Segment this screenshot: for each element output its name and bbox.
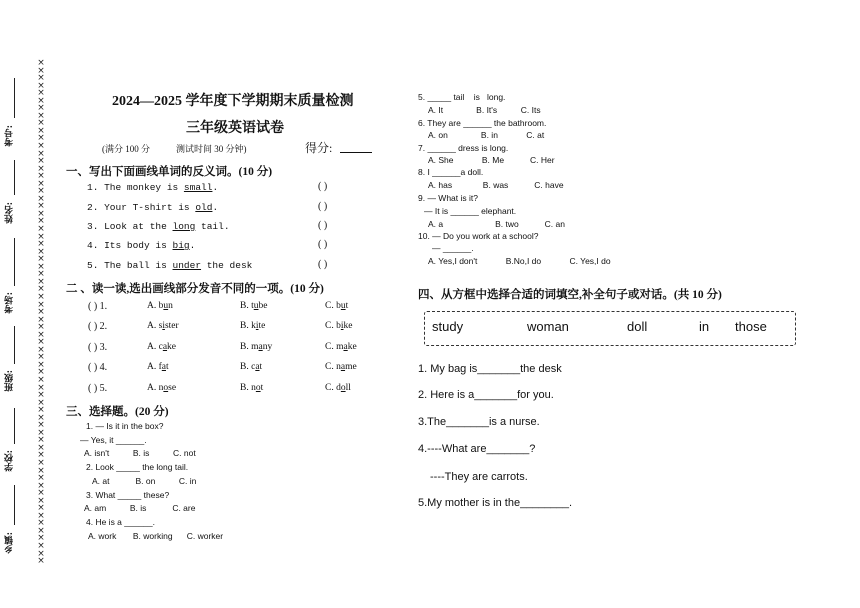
- option-c: [325, 342, 357, 352]
- question-line: A. on B. in C. at: [428, 130, 545, 140]
- item-text: 2. Your T-shirt is: [87, 202, 196, 213]
- underlined-word: old: [195, 202, 213, 213]
- option-prefix: C. b: [325, 301, 341, 311]
- word-bank-item: those: [735, 319, 767, 334]
- option-a: [147, 342, 176, 352]
- underlined-letter: o: [340, 383, 346, 393]
- underlined-letter: a: [340, 362, 346, 372]
- option-a: [147, 362, 169, 372]
- option-b: [240, 362, 262, 372]
- item-text: tail.: [195, 221, 230, 232]
- option-prefix: C. d: [325, 383, 341, 393]
- binding-line-kaohao: [14, 78, 15, 118]
- question-line: A. a B. two C. an: [428, 219, 565, 229]
- question-line: 5. _____ tail is long.: [418, 92, 506, 102]
- option-suffix: t: [345, 301, 349, 311]
- option-suffix: ke: [343, 321, 353, 331]
- word-bank-item: woman: [527, 319, 569, 334]
- option-prefix: B. k: [240, 321, 256, 331]
- option-c: [325, 301, 348, 311]
- item-text: 4. Its body is: [87, 240, 173, 251]
- question-line: — Yes, it ______.: [80, 435, 147, 445]
- exam-subtitle: 三年级英语试卷: [186, 121, 284, 136]
- fill-in-line: 3.The_______is a nurse.: [418, 416, 540, 428]
- answer-bracket-number[interactable]: ( ) 3.: [88, 342, 108, 353]
- answer-bracket[interactable]: ( ): [318, 201, 328, 212]
- item-text: the desk: [201, 260, 253, 271]
- answer-bracket-number[interactable]: ( ) 5.: [88, 383, 108, 394]
- question-line: A. at B. on C. in: [92, 476, 197, 486]
- question-line: 8. I ______a doll.: [418, 167, 484, 177]
- label-kaochang: 考场:: [5, 292, 15, 314]
- option-c: [325, 383, 351, 393]
- option-suffix: ny: [262, 342, 273, 352]
- antonym-item: [87, 221, 230, 232]
- option-suffix: t: [166, 362, 169, 372]
- fill-in-line: 2. Here is a_______for you.: [418, 389, 554, 401]
- binding-line-xiangzhen: [14, 485, 15, 525]
- option-suffix: t: [260, 383, 264, 393]
- binding-cross-column: × × × × × × × × × × × × × × × × × × × × × × × × × × × × × × × × × × × × × × × × × × × × × × × × × × × × × × × × × × × × × × × × × × ×: [37, 58, 45, 567]
- option-prefix: C. m: [325, 342, 344, 352]
- label-kaohao: 考号:: [5, 125, 15, 147]
- option-prefix: A. c: [147, 342, 163, 352]
- option-prefix: B. t: [240, 301, 254, 311]
- underlined-letter: a: [162, 342, 168, 352]
- question-line: A. Yes,I don't B.No,I do C. Yes,I do: [428, 256, 611, 266]
- underlined-letter: a: [255, 362, 260, 372]
- option-prefix: C. n: [325, 362, 341, 372]
- underlined-letter: a: [258, 342, 263, 352]
- answer-bracket-number[interactable]: ( ) 4.: [88, 362, 108, 373]
- item-text: .: [212, 202, 219, 213]
- underlined-word: small: [183, 182, 213, 193]
- option-b: [240, 383, 263, 393]
- option-suffix: te: [258, 321, 266, 331]
- option-suffix: ke: [167, 342, 177, 352]
- underlined-letter: i: [255, 321, 259, 331]
- item-text: 1. The monkey is: [87, 182, 184, 193]
- question-line: — ______.: [432, 243, 474, 253]
- answer-bracket-number[interactable]: ( ) 2.: [88, 321, 108, 332]
- answer-bracket[interactable]: ( ): [318, 239, 328, 250]
- underlined-letter: u: [340, 301, 346, 311]
- option-suffix: ke: [347, 342, 357, 352]
- underlined-letter: i: [162, 321, 165, 331]
- option-suffix: be: [258, 301, 268, 311]
- section3-heading: 三、选择题。(20 分): [66, 406, 169, 418]
- underlined-letter: u: [163, 301, 169, 311]
- question-line: 4. He is a ______.: [86, 517, 155, 527]
- section2-heading: 二 、读一读,选出画线部分发音不同的一项。(10 分): [66, 283, 324, 295]
- label-xingming: 姓名:: [5, 202, 15, 224]
- underlined-word: under: [172, 260, 202, 271]
- word-bank-item: in: [699, 319, 710, 334]
- binding-line-banji: [14, 326, 15, 364]
- underlined-letter: a: [161, 362, 166, 372]
- word-bank-item: study: [432, 319, 464, 334]
- underlined-word: big: [172, 240, 190, 251]
- question-line: A. work B. working C. worker: [88, 531, 224, 541]
- question-line: 7. ______ dress is long.: [418, 143, 509, 153]
- exam-title: 2024—2025 学年度下学期期末质量检测: [112, 94, 354, 109]
- answer-bracket[interactable]: ( ): [318, 181, 328, 192]
- item-text: 5. The ball is: [87, 260, 173, 271]
- option-a: [147, 383, 176, 393]
- answer-bracket[interactable]: ( ): [318, 259, 328, 270]
- underlined-letter: a: [343, 342, 348, 352]
- section4-heading: 四、从方框中选择合适的词填空,补全句子或对话。(共 10 分): [418, 289, 722, 301]
- option-prefix: A. n: [147, 383, 164, 393]
- section1-heading: 一、写出下面画线单词的反义词。(10 分): [66, 166, 273, 178]
- option-b: [240, 321, 265, 331]
- question-line: A. isn't B. is C. not: [84, 448, 196, 458]
- option-a: [147, 301, 173, 311]
- item-text: .: [212, 182, 219, 193]
- test-time: 测试时间 30 分钟): [176, 144, 247, 154]
- full-score: (满分 100 分: [102, 144, 150, 154]
- option-prefix: A. f: [147, 362, 162, 372]
- score-label: 得分:: [305, 141, 333, 155]
- antonym-item: [87, 202, 218, 213]
- answer-bracket-number[interactable]: ( ) 1.: [88, 301, 108, 312]
- question-line: 1. — Is it in the box?: [86, 421, 164, 431]
- word-bank-item: doll: [627, 319, 648, 334]
- option-suffix: n: [168, 301, 173, 311]
- option-prefix: C. b: [325, 321, 341, 331]
- question-line: 3. What _____ these?: [86, 490, 170, 500]
- option-a: [147, 321, 179, 331]
- option-prefix: A. s: [147, 321, 163, 331]
- item-text: 3. Look at the: [87, 221, 173, 232]
- label-xiangzhen: 乡镇:: [5, 532, 15, 554]
- question-line: A. has B. was C. have: [428, 180, 564, 190]
- option-prefix: B. m: [240, 342, 259, 352]
- question-line: — It is ______ elephant.: [424, 206, 517, 216]
- binding-line-kaochang: [14, 238, 15, 286]
- question-line: 9. — What is it?: [418, 193, 478, 203]
- underlined-letter: i: [340, 321, 344, 331]
- underlined-letter: o: [255, 383, 261, 393]
- underlined-letter: u: [253, 301, 259, 311]
- option-suffix: ster: [164, 321, 179, 331]
- question-line: 2. Look _____ the long tail.: [86, 462, 189, 472]
- option-b: [240, 301, 267, 311]
- underlined-letter: o: [163, 383, 169, 393]
- option-suffix: t: [259, 362, 263, 372]
- answer-bracket[interactable]: ( ): [318, 220, 328, 231]
- question-line: A. It B. It's C. Its: [428, 105, 541, 115]
- antonym-item: [87, 182, 218, 193]
- binding-line-xingming: [14, 160, 15, 195]
- option-prefix: B. n: [240, 383, 256, 393]
- score-blank[interactable]: [340, 152, 372, 153]
- antonym-item: [87, 260, 252, 271]
- label-banji: 班级:: [5, 370, 15, 392]
- option-suffix: me: [345, 362, 357, 372]
- fill-in-line: 1. My bag is_______the desk: [418, 363, 562, 375]
- underlined-word: long: [172, 221, 196, 232]
- fill-in-line: 4.----What are_______?: [418, 443, 536, 455]
- question-line: 10. — Do you work at a school?: [418, 231, 539, 241]
- option-b: [240, 342, 272, 352]
- label-xuexiao: 学校:: [5, 450, 15, 472]
- fill-in-line: 5.My mother is in the________.: [418, 497, 573, 509]
- antonym-item: [87, 240, 195, 251]
- option-c: [325, 362, 357, 372]
- option-suffix: se: [168, 383, 177, 393]
- question-line: A. am B. is C. are: [84, 503, 196, 513]
- binding-line-xuexiao: [14, 408, 15, 444]
- fill-in-line: ----They are carrots.: [430, 471, 528, 483]
- question-line: A. She B. Me C. Her: [428, 155, 555, 165]
- option-prefix: B. c: [240, 362, 256, 372]
- question-line: 6. They are ______ the bathroom.: [418, 118, 547, 128]
- option-suffix: ll: [345, 383, 351, 393]
- item-text: .: [189, 240, 196, 251]
- option-prefix: A. b: [147, 301, 164, 311]
- option-c: [325, 321, 352, 331]
